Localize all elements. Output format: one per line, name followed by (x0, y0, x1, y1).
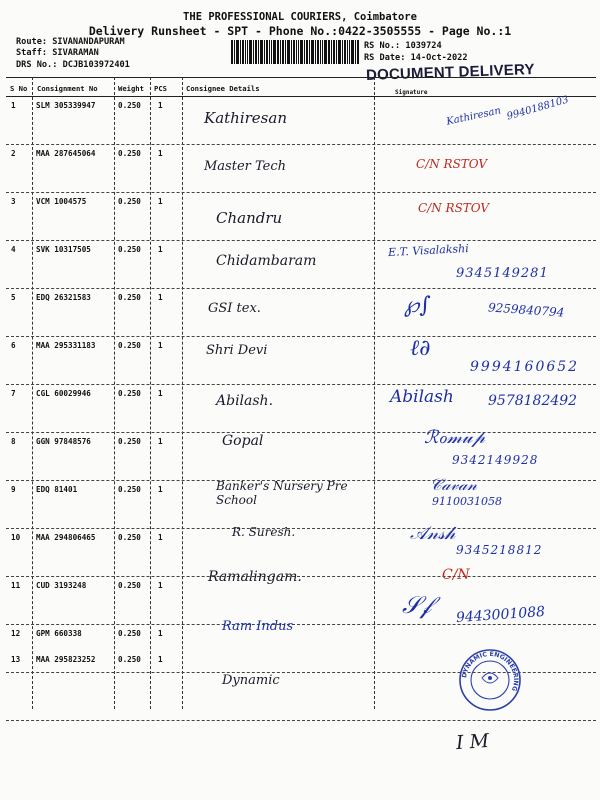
col-signature: Signature (395, 89, 428, 96)
table-row (6, 385, 596, 433)
table-row (6, 193, 596, 241)
row-sno: 10 (11, 533, 21, 542)
row-weight: 0.250 (118, 485, 141, 494)
row-consignee: Ram Indus (222, 619, 294, 634)
row-pcs: 1 (158, 245, 163, 254)
signature-scrawl: 𝒜𝓃𝓈𝒽 (410, 523, 456, 544)
row-consignment: EDQ 26321583 (36, 293, 91, 302)
row-consignment: CGL 60029946 (36, 389, 91, 398)
rs-no-value: 1039724 (405, 41, 442, 51)
row-status: C/N RSTOV (418, 201, 490, 215)
row-sno: 8 (11, 437, 16, 446)
drs-line (16, 60, 130, 70)
route-value: SIVANANDAPURAM (52, 37, 125, 47)
col-pcs: PCS (154, 84, 167, 93)
row-weight: 0.250 (118, 197, 141, 206)
row-pcs: 1 (158, 341, 163, 350)
drs-value: DCJB103972401 (62, 60, 130, 70)
staff-value: SIVARAMAN (52, 48, 99, 58)
row-sno: 11 (11, 581, 21, 590)
row-consignment: GGN 97848576 (36, 437, 91, 446)
row-consignment: MAA 295823252 (36, 655, 96, 664)
row-consignment: MAA 295331183 (36, 341, 96, 350)
row-consignee: GSI tex. (208, 301, 261, 316)
row-weight: 0.250 (118, 293, 141, 302)
rs-no-label: RS No.: (364, 41, 401, 51)
row-sno: 6 (11, 341, 16, 350)
row-sno: 3 (11, 197, 16, 206)
rs-date-label: RS Date: (364, 53, 406, 63)
row-consignee: Chandru (216, 209, 283, 227)
row-signature-phone: 9345218812 (456, 543, 543, 557)
row-consignee: Banker's Nursery Pre School (216, 479, 348, 507)
row-pcs: 1 (158, 197, 163, 206)
row-consignment: MAA 294806465 (36, 533, 96, 542)
row-signature-phone: 9259840794 (487, 300, 565, 320)
row-divider (6, 720, 596, 721)
row-signature-phone: 9940188103 (505, 94, 570, 123)
row-consignment: SLM 305339947 (36, 101, 96, 110)
row-signature-phone: 9578182492 (488, 393, 578, 409)
row-pcs: 1 (158, 655, 163, 664)
row-weight: 0.250 (118, 581, 141, 590)
row-consignee: Master Tech (204, 159, 287, 174)
row-weight: 0.250 (118, 341, 141, 350)
row-weight: 0.250 (118, 389, 141, 398)
row-pcs: 1 (158, 581, 163, 590)
table-row (6, 337, 596, 385)
row-sno: 4 (11, 245, 16, 254)
table-row (6, 94, 596, 145)
drs-label: DRS No.: (16, 60, 58, 70)
row-consignee: Chidambaram (216, 253, 317, 269)
row-signature-name: Abilash (390, 387, 454, 407)
row-sno: 13 (11, 655, 21, 664)
header-top-rule (6, 77, 596, 78)
row-weight: 0.250 (118, 655, 141, 664)
row-sno: 2 (11, 149, 16, 158)
row-pcs: 1 (158, 485, 163, 494)
col-sno: S No (10, 84, 28, 93)
row-consignment: GPM 660338 (36, 629, 82, 638)
row-pcs: 1 (158, 629, 163, 638)
row-consignee: Gopal (222, 433, 264, 449)
row-pcs: 1 (158, 101, 163, 110)
signature-scrawl: ℘∫ (404, 293, 431, 318)
row-sno: 12 (11, 629, 21, 638)
row-pcs: 1 (158, 533, 163, 542)
signature-scrawl: 𝒞𝒶𝓋𝒶𝓃 (430, 475, 477, 494)
row-signature-phone: 9994160652 (470, 359, 580, 375)
row-consignment: MAA 287645064 (36, 149, 96, 158)
signature-scrawl: ℓ∂ (410, 336, 431, 361)
row-signature-phone: 9443001088 (455, 603, 546, 627)
document-delivery-stamp: DOCUMENT DELIVERY (365, 61, 535, 84)
barcode (231, 40, 359, 64)
route-label: Route: (16, 37, 48, 47)
document-title: THE PROFESSIONAL COURIERS, Coimbatore (183, 11, 417, 23)
col-consignment: Consignment No (37, 84, 98, 93)
row-status: C/N RSTOV (416, 157, 488, 171)
row-pcs: 1 (158, 389, 163, 398)
table-row (6, 475, 596, 529)
row-sno: 7 (11, 389, 16, 398)
row-consignee: Kathiresan (204, 109, 287, 127)
row-signature-name: E.T. Visalakshi (387, 241, 469, 260)
staff-line (16, 48, 99, 58)
row-sno: 5 (11, 293, 16, 302)
row-weight: 0.250 (118, 101, 141, 110)
footer-initials: I M (455, 729, 490, 755)
row-sno: 1 (11, 101, 16, 110)
row-weight: 0.250 (118, 437, 141, 446)
row-pcs: 1 (158, 293, 163, 302)
company-seal (458, 648, 522, 712)
row-consignment: CUD 3193248 (36, 581, 87, 590)
row-consignee: Dynamic (222, 673, 280, 688)
row-weight: 0.250 (118, 629, 141, 638)
table-row (6, 241, 596, 289)
table-row (6, 427, 596, 481)
row-pcs: 1 (158, 149, 163, 158)
runsheet-subtitle: Delivery Runsheet - SPT - Phone No.:0422-3505555 - Page No.:1 (88, 24, 512, 38)
route-line (16, 37, 125, 47)
row-consignee: R. Suresh. (232, 525, 296, 539)
row-consignee: Shri Devi (206, 343, 268, 358)
row-consignee: Abilash. (216, 393, 274, 409)
table-row (6, 145, 596, 193)
row-weight: 0.250 (118, 245, 141, 254)
rs-date-line (364, 53, 468, 63)
row-signature-name: Kathiresan (445, 105, 502, 128)
col-consignee-details: Consignee Details (186, 84, 260, 93)
row-consignment: VCM 1004575 (36, 197, 87, 206)
row-status: C/N (442, 567, 470, 583)
staff-label: Staff: (16, 48, 48, 58)
row-signature-phone: 9345149281 (456, 266, 549, 281)
col-weight: Weight (118, 84, 144, 93)
rs-no-line (364, 41, 442, 51)
row-signature-phone: 9110031058 (432, 495, 502, 508)
signature-scrawl: ℛℴ𝓂𝓊𝓅 (424, 427, 485, 448)
svg-text:DYNAMIC ENGINEERING: DYNAMIC ENGINEERING (461, 650, 520, 693)
row-signature-phone: 9342149928 (452, 453, 539, 467)
row-consignee: Ramalingam. (208, 569, 302, 585)
signature-scrawl: 𝒮𝒻 (402, 591, 432, 619)
row-consignment: EDQ 81401 (36, 485, 78, 494)
row-weight: 0.250 (118, 149, 141, 158)
rs-date-value: 14-Oct-2022 (410, 53, 468, 63)
row-pcs: 1 (158, 437, 163, 446)
row-consignment: SVK 10317505 (36, 245, 91, 254)
row-weight: 0.250 (118, 533, 141, 542)
row-sno: 9 (11, 485, 16, 494)
table-row (6, 289, 596, 337)
